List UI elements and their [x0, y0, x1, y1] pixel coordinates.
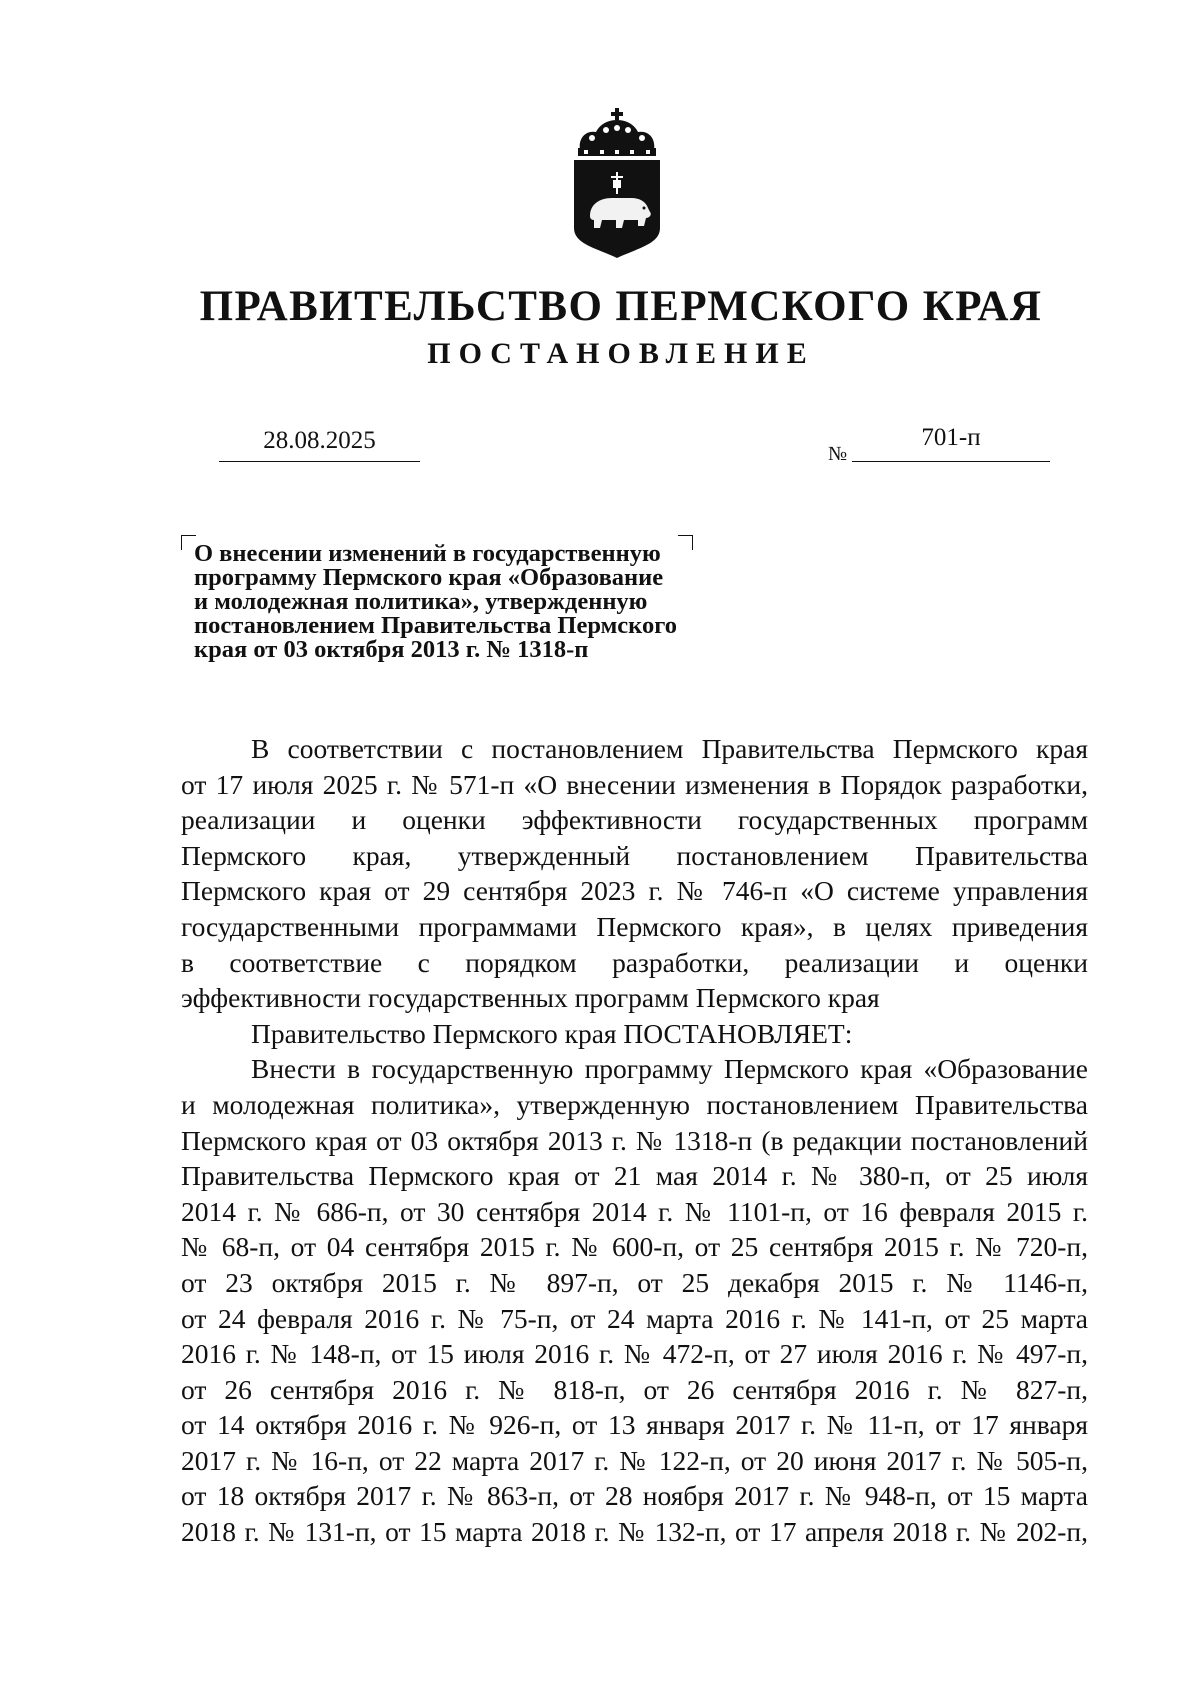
subject-line: постановлением Правительства Пермского [194, 612, 677, 639]
body-line: Внести в государственную программу Пермского края «Образование [251, 1053, 1088, 1085]
body-line: 2018 г. № 131-п, от 15 марта 2018 г. № 132-п, от 17 апреля 2018 г. № 202-п, [181, 1516, 1088, 1548]
body-line: эффективности государственных программ Пермского края [181, 982, 880, 1014]
document-number: 701-п [852, 422, 1050, 462]
document-type-title: ПОСТАНОВЛЕНИЕ [427, 337, 815, 370]
body-line: 2016 г. № 148-п, от 15 июля 2016 г. № 472-п, от 27 июля 2016 г. № 497-п, [181, 1338, 1088, 1370]
body-line: и молодежная политика», утвержденную постановлением Правительства [181, 1088, 1088, 1120]
body-line: реализации и оценки эффективности государственных программ [181, 804, 1088, 836]
subject-line: О внесении изменений в государственную [194, 540, 661, 567]
body-line: от 24 февраля 2016 г. № 75-п, от 24 марта 2016 г. № 141-п, от 25 марта [181, 1302, 1088, 1334]
government-title: ПРАВИТЕЛЬСТВО ПЕРМСКОГО КРАЯ [199, 283, 1043, 330]
document-body [181, 731, 1088, 1550]
coat-of-arms-icon [566, 108, 668, 260]
body-line: № 68-п, от 04 сентября 2015 г. № 600-п, от 25 сентября 2015 г. № 720-п, [181, 1231, 1088, 1263]
body-line: Правительства Пермского края от 21 мая 2014 г. № 380-п, от 25 июля [181, 1160, 1088, 1192]
body-line: Пермского края от 29 сентября 2023 г. № 746-п «О системе управления [181, 875, 1088, 907]
body-line: В соответствии с постановлением Правительства Пермского края [251, 733, 1088, 764]
body-line: государственными программами Пермского края», в целях приведения [181, 910, 1088, 942]
subject-line: программу Пермского края «Образование [194, 564, 664, 591]
body-line: в соответствие с порядком разработки, реализации и оценки [181, 946, 1088, 978]
body-line: от 26 сентября 2016 г. № 818-п, от 26 сентября 2016 г. № 827-п, [181, 1373, 1088, 1405]
body-line: Правительство Пермского края ПОСТАНОВЛЯЕТ: [251, 1017, 853, 1049]
body-line: Пермского края от 03 октября 2013 г. № 1318-п (в редакции постановлений [181, 1124, 1088, 1156]
document-date: 28.08.2025 [219, 425, 420, 462]
body-line: от 23 октября 2015 г. № 897-п, от 25 декабря 2015 г. № 1146-п, [181, 1266, 1088, 1298]
subject-line: края от 03 октября 2013 г. № 1318-п [194, 636, 589, 663]
body-line: от 14 октября 2016 г. № 926-п, от 13 января 2017 г. № 11-п, от 17 января [181, 1409, 1088, 1441]
body-line: от 18 октября 2017 г. № 863-п, от 28 ноября 2017 г. № 948-п, от 15 марта [181, 1480, 1088, 1512]
subject-line: и молодежная политика», утвержденную [194, 588, 648, 615]
body-line: Пермского края, утвержденный постановлением Правительства [181, 839, 1088, 871]
number-label: № [828, 443, 848, 465]
body-line: 2017 г. № 16-п, от 22 марта 2017 г. № 122-п, от 20 июня 2017 г. № 505-п, [181, 1444, 1088, 1476]
document-subject [194, 542, 754, 662]
body-line: от 17 июля 2025 г. № 571-п «О внесении изменения в Порядок разработки, [181, 768, 1088, 800]
body-line: 2014 г. № 686-п, от 30 сентября 2014 г. № 1101-п, от 16 февраля 2015 г. [181, 1195, 1088, 1227]
